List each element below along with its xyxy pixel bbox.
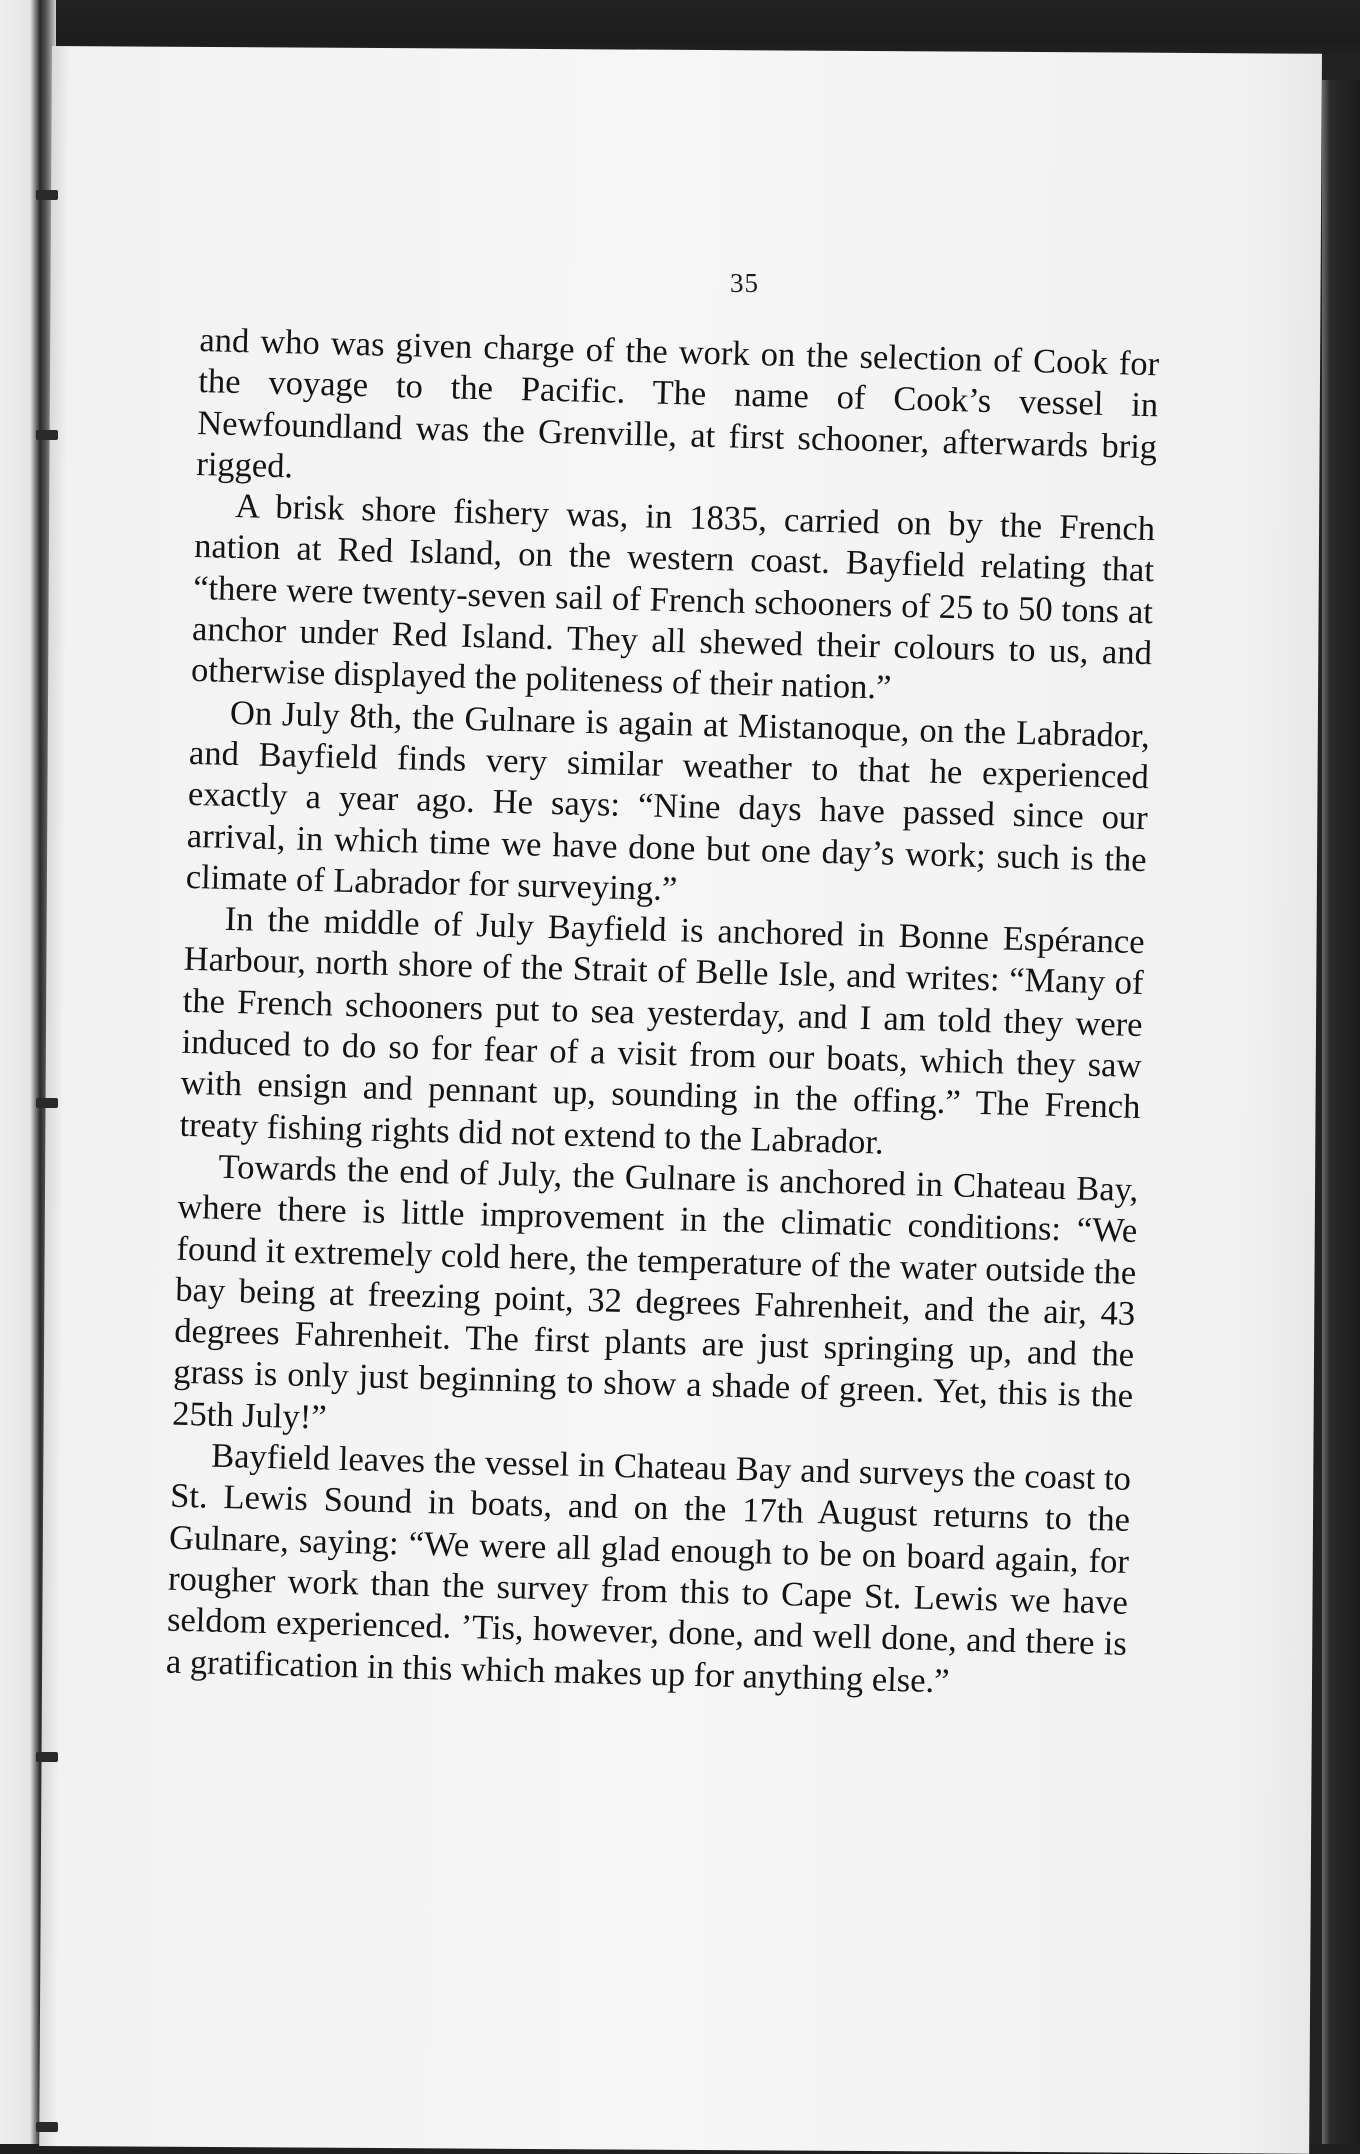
binding-thread-mark bbox=[36, 430, 58, 440]
paragraph: and who was given charge of the work on the selection of Cook for the voyage to the Pacific. The name of Cook’s vessel in Newfoundland was the Grenville, at first schooner, afterwards brig rigged. bbox=[195, 320, 1160, 486]
paragraph: Towards the end of July, the Gulnare is anchored in Chateau Bay, where there is little improvement in the climatic conditions: “We found it extremely cold here, the temperature of the water outside the bay being at freezing point, 32 degrees Fahrenheit, and the air, 43 degrees Fahrenheit. The first plants are just springing up, and the grass is only just beginning to show a shade of green. Yet, this is the 25th July!” bbox=[171, 1147, 1139, 1437]
paragraph: A brisk shore fishery was, in 1835, carried on by the French nation at Red Island, on the western coast. Bayfield relating that “there were twenty-seven sail of French schooners of 25 to 50 tons at anchor under Red Island. They all shewed their colours to us, and otherwise displayed the politeness of their nation.” bbox=[190, 487, 1156, 707]
page-number: 35 bbox=[730, 268, 759, 298]
page-edge-shadow bbox=[1322, 80, 1360, 2144]
paragraph: In the middle of July Bayfield is anchored in Bonne Espérance Harbour, north shore of the Strait of Belle Isle, and writes: “Many of the French schooners put to sea yesterday, and I am told they were induced to do so for fear of a visit from our boats, which they saw with ensign and pennant up, sounding in the offing.” The French treaty fishing rights did not extend to the Labrador. bbox=[179, 899, 1146, 1162]
binding-thread-mark bbox=[36, 190, 58, 200]
paragraph: On July 8th, the Gulnare is again at Mistanoque, on the Labrador, and Bayfield finds very similar weather to that he experienced exactly a year ago. He says: “Nine days have passed since our arrival, in which time we have done but one day’s work; such is the climate of Labrador for surveying.” bbox=[185, 693, 1151, 909]
binding-thread-mark bbox=[36, 2122, 58, 2132]
paragraph: Bayfield leaves the vessel in Chateau Bay and surveys the coast to St. Lewis Sound in boats, and on the 17th August returns to the Gulnare, saying: “We were all glad enough to be on board again, for rougher work than the survey from this to Cape St. Lewis we have seldom experienced. ’Tis, however, done, and well done, and there is a gratification in this which makes up for anything else.” bbox=[165, 1436, 1132, 1700]
body-text bbox=[166, 320, 1160, 1707]
binding-thread-mark bbox=[36, 1098, 58, 1108]
binding-thread-mark bbox=[36, 1752, 58, 1762]
